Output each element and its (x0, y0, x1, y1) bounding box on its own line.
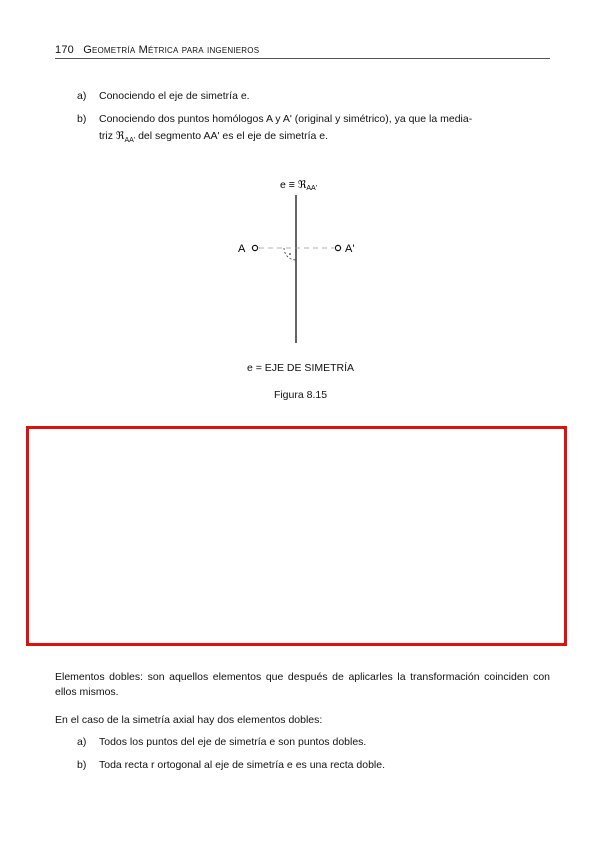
list-text: Todos los puntos del eje de simetría e son puntos dobles. (99, 736, 367, 748)
symmetry-figure (0, 0, 601, 420)
list-label: b) (77, 759, 87, 771)
axis-bottom-label: e = EJE DE SIMETRÍA (246, 362, 355, 374)
axis-top-label (280, 179, 317, 192)
axis-top-label-pre: e ≡ (280, 179, 298, 191)
list-text-line2-post: del segmento AA' es el eje de simetría e. (135, 130, 329, 142)
point-a-mark (252, 245, 257, 250)
paragraph-elementos-dobles: Elementos dobles: son aquellos elementos que después de aplicarles la transformación coinciden con ellos mismos. (55, 671, 550, 698)
figure-caption: Figura 8.15 (273, 389, 328, 401)
point-a-label: A (238, 243, 246, 255)
axis-top-label-sub: AA' (306, 185, 318, 192)
point-a-prime-label: A' (345, 243, 355, 255)
list-label: a) (77, 736, 87, 748)
list-text-line1: Conociendo dos puntos homólogos A y A' (original y simétrico), ya que la media- (99, 113, 473, 125)
list-label: a) (77, 90, 87, 102)
paragraph-intro: En el caso de la simetría axial hay dos elementos dobles: (55, 714, 323, 726)
point-a-prime-mark (335, 245, 340, 250)
list-item-bottom-b (77, 757, 547, 774)
running-title: Geometría Métrica para ingenieros (83, 44, 260, 56)
list-item-bottom-a (77, 734, 547, 751)
redacted-region (26, 426, 567, 646)
mediatriz-symbol: ℜ (115, 130, 125, 142)
list-text: Toda recta r ortogonal al eje de simetría e es una recta doble. (99, 759, 386, 771)
list-text-line2-pre: triz (99, 130, 116, 142)
list-label: b) (77, 113, 87, 125)
axis-top-label-symbol: ℜ (297, 179, 307, 191)
list-text: Conociendo el eje de simetría e. (99, 90, 250, 102)
mediatriz-subscript: AA' (124, 137, 136, 145)
page-number: 170 (55, 44, 74, 56)
right-angle-dot (289, 253, 291, 255)
